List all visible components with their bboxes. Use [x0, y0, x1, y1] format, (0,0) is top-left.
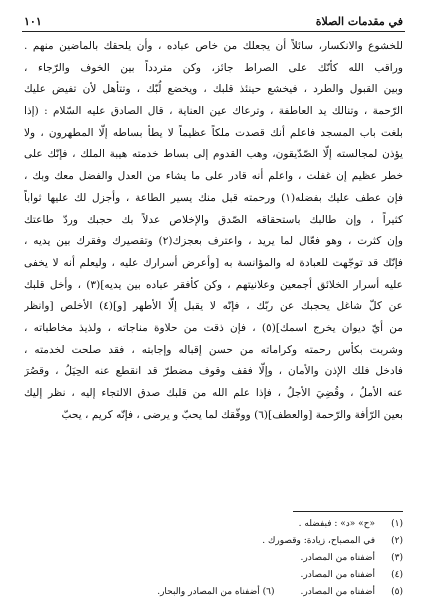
footnote-2 — [24, 533, 403, 550]
body-line-18: بعين الرّأفة والرّحمة [والعطف](٦) ووفّقك لما يحبّ و يرضى ، فإنّه كريم ، يحبّ — [61, 408, 403, 421]
body-line-7: خطر عظيم إن غفلت ، واعلم أنه قادر على ما يشاء من العدل والفضل معك وبك ، — [24, 170, 403, 183]
footnote-3 — [24, 550, 403, 567]
footnote-1 — [24, 516, 403, 533]
footnote-number: (١) — [391, 519, 403, 529]
running-header — [24, 12, 403, 30]
chapter-title: في مقدمات الصلاة — [315, 14, 403, 28]
footnote-6 — [157, 584, 274, 601]
body-line-12: عليه أسرار الخلائق أجمعين وعلانيتهم ، وكن كأفقر عباده بين يديه](٣) ، وأخل قلبك — [24, 278, 403, 291]
body-line-8: فإن عطف عليك بفضله(١) ورحمته قبل منك يسير الطاعة ، وأجزل لك عليها ثواباً — [24, 191, 403, 204]
footnotes — [24, 516, 403, 601]
body-text — [24, 36, 403, 426]
body-line-16: فادخل فلك الإذن والأمان ، وإلّا فقف وقوف مضطرّ قد انقطع عنه الحِيَلُ ، وقصُرَ — [24, 365, 403, 378]
footnote-number: (٢) — [391, 536, 403, 546]
body-line-1: للخشوع والانكسار، سائلاً أن يجعلك من خاص عباده ، وأن يلحقك بالماضين منهم . — [24, 40, 403, 52]
footnote-text: أضفناه من المصادر. — [300, 570, 375, 580]
body-line-4: الرّحمة ، وتنالك يد العاطفة ، وترعاك عين العناية ، قال الصادق عليه السّلام : (إذا — [24, 105, 403, 118]
footnote-number: (٥) — [391, 587, 403, 597]
page-number: ١٠١ — [24, 14, 42, 28]
footnote-text: أضفناه من المصادر. — [300, 553, 375, 563]
footnote-number: (٤) — [391, 570, 403, 580]
body-line-5: بلغت باب المسجد فاعلم أنك قصدت ملكاً عظيماً لا يطأ بساطه إلّا المطهرون ، ولا — [24, 126, 403, 139]
body-line-15: وشربت بكأس رحمته وكراماته من حسن إقباله وإجابته ، فقد صلحت لخدمته ، — [24, 343, 403, 356]
body-line-14: من أيّ ديوان يخرج اسمك](٥) ، فإن ذقت من حلاوة مناجاته ، ولذيذ مخاطباته ، — [24, 321, 403, 334]
body-line-17: عنه الأملُ ، وقُضِيَ الأجلُ ، فإذا علم الله من قلبك صدق الالتجاء إليه ، نظر إليك — [24, 387, 403, 399]
body-line-6: يؤذن لمجالسته إلّا الصّدّيقون، وهب القدوم إلى بساط خدمته هيبة الملك ، فإنّك على — [24, 148, 403, 161]
footnote-4 — [24, 567, 403, 584]
body-line-13: عن كلّ شاغل يحجبك عن ربّك ، فإنّه لا يقبل إلّا الأطهر [و](٤) الأخلص [وانظر — [24, 300, 403, 313]
header-rule — [22, 31, 405, 32]
footnote-5 — [24, 584, 403, 601]
body-line-11: فإنّك قد توجّهت للعبادة له والمؤانسة به [وأعرض أسرارك عليه ، وليعلم أنه لا يخفى — [24, 256, 403, 269]
body-line-2: وراقب الله كأنّك على الصراط جائز، وكن متردداً بين الخوف والرّجاء ، — [24, 61, 403, 74]
footnote-number: (٦) — [262, 587, 275, 597]
body-line-9: كثيراً ، وإن طالبك باستحقاقه الصّدق والإخلاص عدلاً بك حجبك وردّ طاعتك — [24, 213, 403, 226]
footnote-text: أضفناه من المصادر والبحار. — [157, 587, 260, 597]
footnote-text: في المصباح، زيادة: وقصورك . — [262, 536, 375, 546]
footnote-rule — [293, 511, 403, 512]
body-line-3: وبين القبول والطرد ، فيخشع حينئذ قلبك ، ويخضع لُبّك ، وتتأهل لأن تفيض عليك — [24, 83, 403, 96]
footnote-text: «ح» «د» : فبفضله . — [298, 519, 375, 529]
footnote-text: أضفناه من المصادر. — [300, 587, 375, 597]
footnote-number: (٣) — [391, 553, 403, 563]
body-line-10: وإن كثرت ، وهو فعّال لما يريد ، واعترف بعجزك(٢) وتقصيرك وفقرك بين يديه ، — [24, 235, 403, 248]
